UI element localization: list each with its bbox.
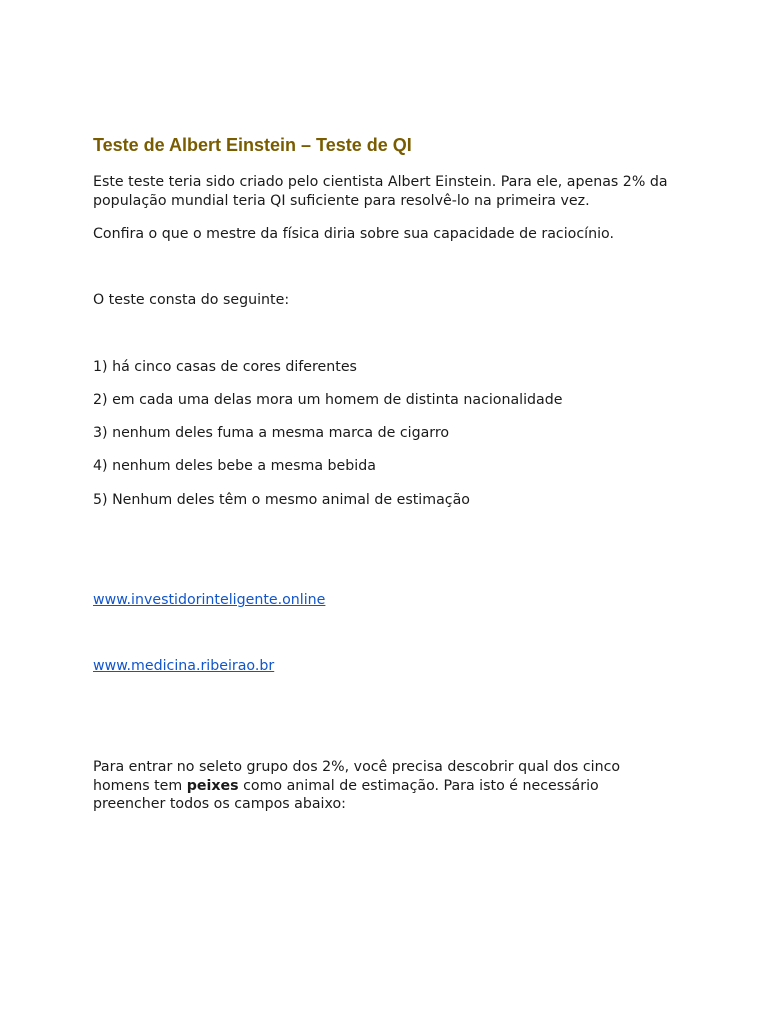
link-paragraph-2 [93, 657, 274, 676]
challenge-paragraph: Confira o que o mestre da física diria sobre sua capacidade de raciocínio. [93, 226, 614, 242]
rule-item-5: 5) Nenhum deles têm o mesmo animal de estimação [93, 492, 470, 508]
closing-line-2-start: homens tem [93, 777, 187, 794]
consists-paragraph: O teste consta do seguinte: [93, 292, 290, 308]
closing-paragraph [93, 758, 620, 814]
link-paragraph-1 [93, 591, 325, 610]
intro-line-1: Este teste teria sido criado pelo cientista Albert Einstein. Para ele, apenas 2% da [93, 174, 668, 190]
document-title: Teste de Albert Einstein – Teste de QI [93, 135, 412, 155]
rule-item-2: 2) em cada uma delas mora um homem de distinta nacionalidade [93, 392, 563, 408]
rule-item-4: 4) nenhum deles bebe a mesma bebida [93, 458, 376, 474]
closing-bold-word: peixes [186, 777, 239, 794]
rule-item-3: 3) nenhum deles fuma a mesma marca de cigarro [93, 425, 450, 441]
link-investidor[interactable]: www.investidorinteligente.online [93, 592, 326, 608]
link-medicina[interactable]: www.medicina.ribeirao.br [93, 658, 275, 674]
closing-line-3: preencher todos os campos abaixo: [93, 796, 346, 812]
intro-line-2: população mundial teria QI suficiente para resolvê-lo na primeira vez. [93, 192, 590, 209]
rule-item-1: 1) há cinco casas de cores diferentes [93, 359, 357, 375]
closing-line-1: Para entrar no seleto grupo dos 2%, você precisa descobrir qual dos cinco [93, 759, 621, 775]
intro-paragraph [93, 173, 668, 210]
closing-line-2-end: como animal de estimação. Para isto é necessário [238, 777, 599, 794]
